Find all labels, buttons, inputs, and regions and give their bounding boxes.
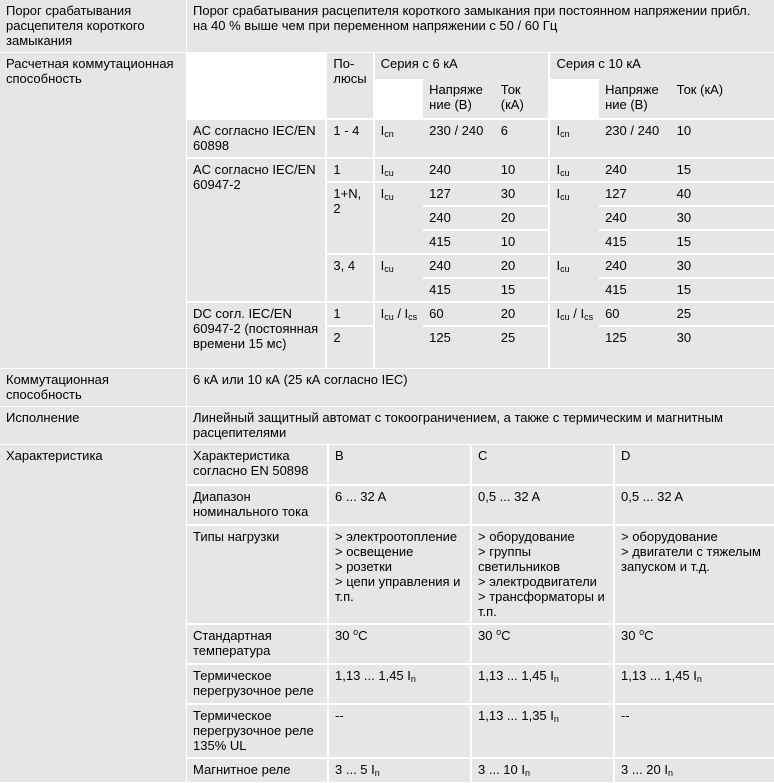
table-cell: $I_{cu}$ [374, 158, 424, 182]
table-cell: 230 / 240 [423, 119, 495, 158]
char-b: > электроотопление > освещение > розетки > цепи управления и т.п. [328, 525, 471, 624]
voltage-header-10: Напряже ние (В) [599, 79, 671, 119]
char-d: 1,13 ... 1,45 $I_n$ [614, 664, 774, 704]
char-name: Диапазон номинального тока [187, 485, 328, 525]
table-cell: $I_{cu} / I_{cs}$ [549, 302, 599, 368]
char-b: B [328, 445, 471, 485]
char-b: 3 ... 5 $I_n$ [328, 758, 471, 782]
table-cell: 415 [423, 230, 495, 254]
current-header-10: Ток (кА) [671, 79, 774, 119]
poles-header: По-люсы [326, 53, 373, 119]
table-cell: 15 [671, 278, 774, 302]
characteristic-label: Характеристика [0, 445, 186, 782]
characteristic-table [187, 445, 774, 782]
table-cell: 40 [671, 182, 774, 206]
table-cell: 127 [599, 182, 671, 206]
table-cell: $I_{cu}$ [374, 254, 424, 302]
table-cell: 15 [495, 278, 550, 302]
table-cell: 30 [495, 182, 550, 206]
table-cell: 240 [599, 206, 671, 230]
group-ac60898: AC согласно IEC/EN 60898 [187, 119, 326, 158]
table-cell: $I_{cu} / I_{cs}$ [374, 302, 424, 368]
char-name: Типы нагрузки [187, 525, 328, 624]
threshold-row [0, 0, 774, 53]
table-cell: 1+N, 2 [326, 182, 373, 254]
char-name: Характеристика согласно EN 50898 [187, 445, 328, 485]
table-cell: $I_{cu}$ [549, 254, 599, 302]
char-b: -- [328, 704, 471, 758]
table-cell: 240 [423, 254, 495, 278]
group-dc60947: DC согл. IEC/EN 60947-2 (постоянная времени 15 мс) [187, 302, 326, 368]
char-name: Магнитное реле [187, 758, 328, 782]
table-cell: 415 [599, 278, 671, 302]
char-c: 30 $^o$C [471, 624, 614, 664]
table-cell: 20 [495, 254, 550, 278]
series10-header: Серия с 10 кА [549, 53, 774, 79]
design-value: Линейный защитный автомат с токоограничением, а также с термическим и магнитным расцепителями [187, 407, 774, 444]
char-d: 30 $^o$C [614, 624, 774, 664]
table-cell: 3, 4 [326, 254, 373, 302]
table-cell: $I_{cn}$ [549, 119, 599, 158]
table-cell: 125 [423, 326, 495, 368]
table-cell: 20 [495, 302, 550, 326]
table-cell: 10 [495, 230, 550, 254]
char-d: -- [614, 704, 774, 758]
table-cell: 240 [423, 158, 495, 182]
char-b: 6 ... 32 A [328, 485, 471, 525]
table-cell: 30 [671, 254, 774, 278]
table-cell: 240 [599, 158, 671, 182]
char-d: 0,5 ... 32 A [614, 485, 774, 525]
table-cell: 6 [495, 119, 550, 158]
table-cell: 15 [671, 158, 774, 182]
table-cell: $I_{cn}$ [374, 119, 424, 158]
switching-capacity-label: Коммутационная способность [0, 369, 186, 406]
switching-capacity-value: 6 кА или 10 кА (25 кА согласно IEC) [187, 369, 774, 406]
table-cell: 10 [671, 119, 774, 158]
char-c: 0,5 ... 32 A [471, 485, 614, 525]
char-d: 3 ... 20 $I_n$ [614, 758, 774, 782]
char-name: Стандартная температура [187, 624, 328, 664]
switching-capacity-row [0, 369, 774, 407]
table-cell: 30 [671, 206, 774, 230]
rated-switching-label: Расчетная коммутационная способность [0, 53, 186, 368]
table-cell: 415 [599, 230, 671, 254]
group-ac60947: AC согласно IEC/EN 60947-2 [187, 158, 326, 302]
char-d: > оборудование > двигатели с тяжелым запуском и т.д. [614, 525, 774, 624]
char-name: Термическое перегрузочное реле 135% UL [187, 704, 328, 758]
switching-table [187, 53, 774, 368]
table-cell: $I_{cu}$ [374, 182, 424, 254]
threshold-label: Порог срабатывания расцепителя короткого замыкания [0, 0, 186, 52]
table-cell: $I_{cu}$ [549, 158, 599, 182]
rated-switching-row [0, 53, 774, 369]
table-cell: 15 [671, 230, 774, 254]
design-label: Исполнение [0, 407, 186, 444]
table-cell: 240 [423, 206, 495, 230]
table-cell: 60 [599, 302, 671, 326]
table-cell: 20 [495, 206, 550, 230]
char-d: D [614, 445, 774, 485]
table-cell: 415 [423, 278, 495, 302]
table-cell: 25 [671, 302, 774, 326]
char-c: 1,13 ... 1,45 $I_n$ [471, 664, 614, 704]
design-row [0, 407, 774, 445]
characteristic-row [0, 445, 774, 783]
table-cell: 240 [599, 254, 671, 278]
current-header-6: Ток (кА) [495, 79, 550, 119]
char-c: 1,13 ... 1,35 $I_n$ [471, 704, 614, 758]
char-c: C [471, 445, 614, 485]
table-cell: 127 [423, 182, 495, 206]
char-c: 3 ... 10 $I_n$ [471, 758, 614, 782]
char-name: Термическое перегрузочное реле [187, 664, 328, 704]
char-b: 1,13 ... 1,45 $I_n$ [328, 664, 471, 704]
table-cell: 25 [495, 326, 550, 368]
table-cell: 230 / 240 [599, 119, 671, 158]
table-cell: 60 [423, 302, 495, 326]
char-c: > оборудование > группы светильников > электродвигатели > трансформаторы и т.п. [471, 525, 614, 624]
table-cell: 30 [671, 326, 774, 368]
table-cell: 10 [495, 158, 550, 182]
table-cell: 1 - 4 [326, 119, 373, 158]
table-cell: 1 [326, 302, 373, 326]
table-cell: 125 [599, 326, 671, 368]
voltage-header-6: Напряже ние (В) [423, 79, 495, 119]
char-b: 30 $^o$C [328, 624, 471, 664]
table-cell: 1 [326, 158, 373, 182]
table-cell: 2 [326, 326, 373, 368]
table-cell: $I_{cu}$ [549, 182, 599, 254]
threshold-value: Порог срабатывания расцепителя короткого замыкания при постоянном напряжении прибл. на 40 % выше чем при переменном напряжении с 50 / 60 Гц [187, 0, 774, 52]
series6-header: Серия с 6 кА [374, 53, 550, 79]
